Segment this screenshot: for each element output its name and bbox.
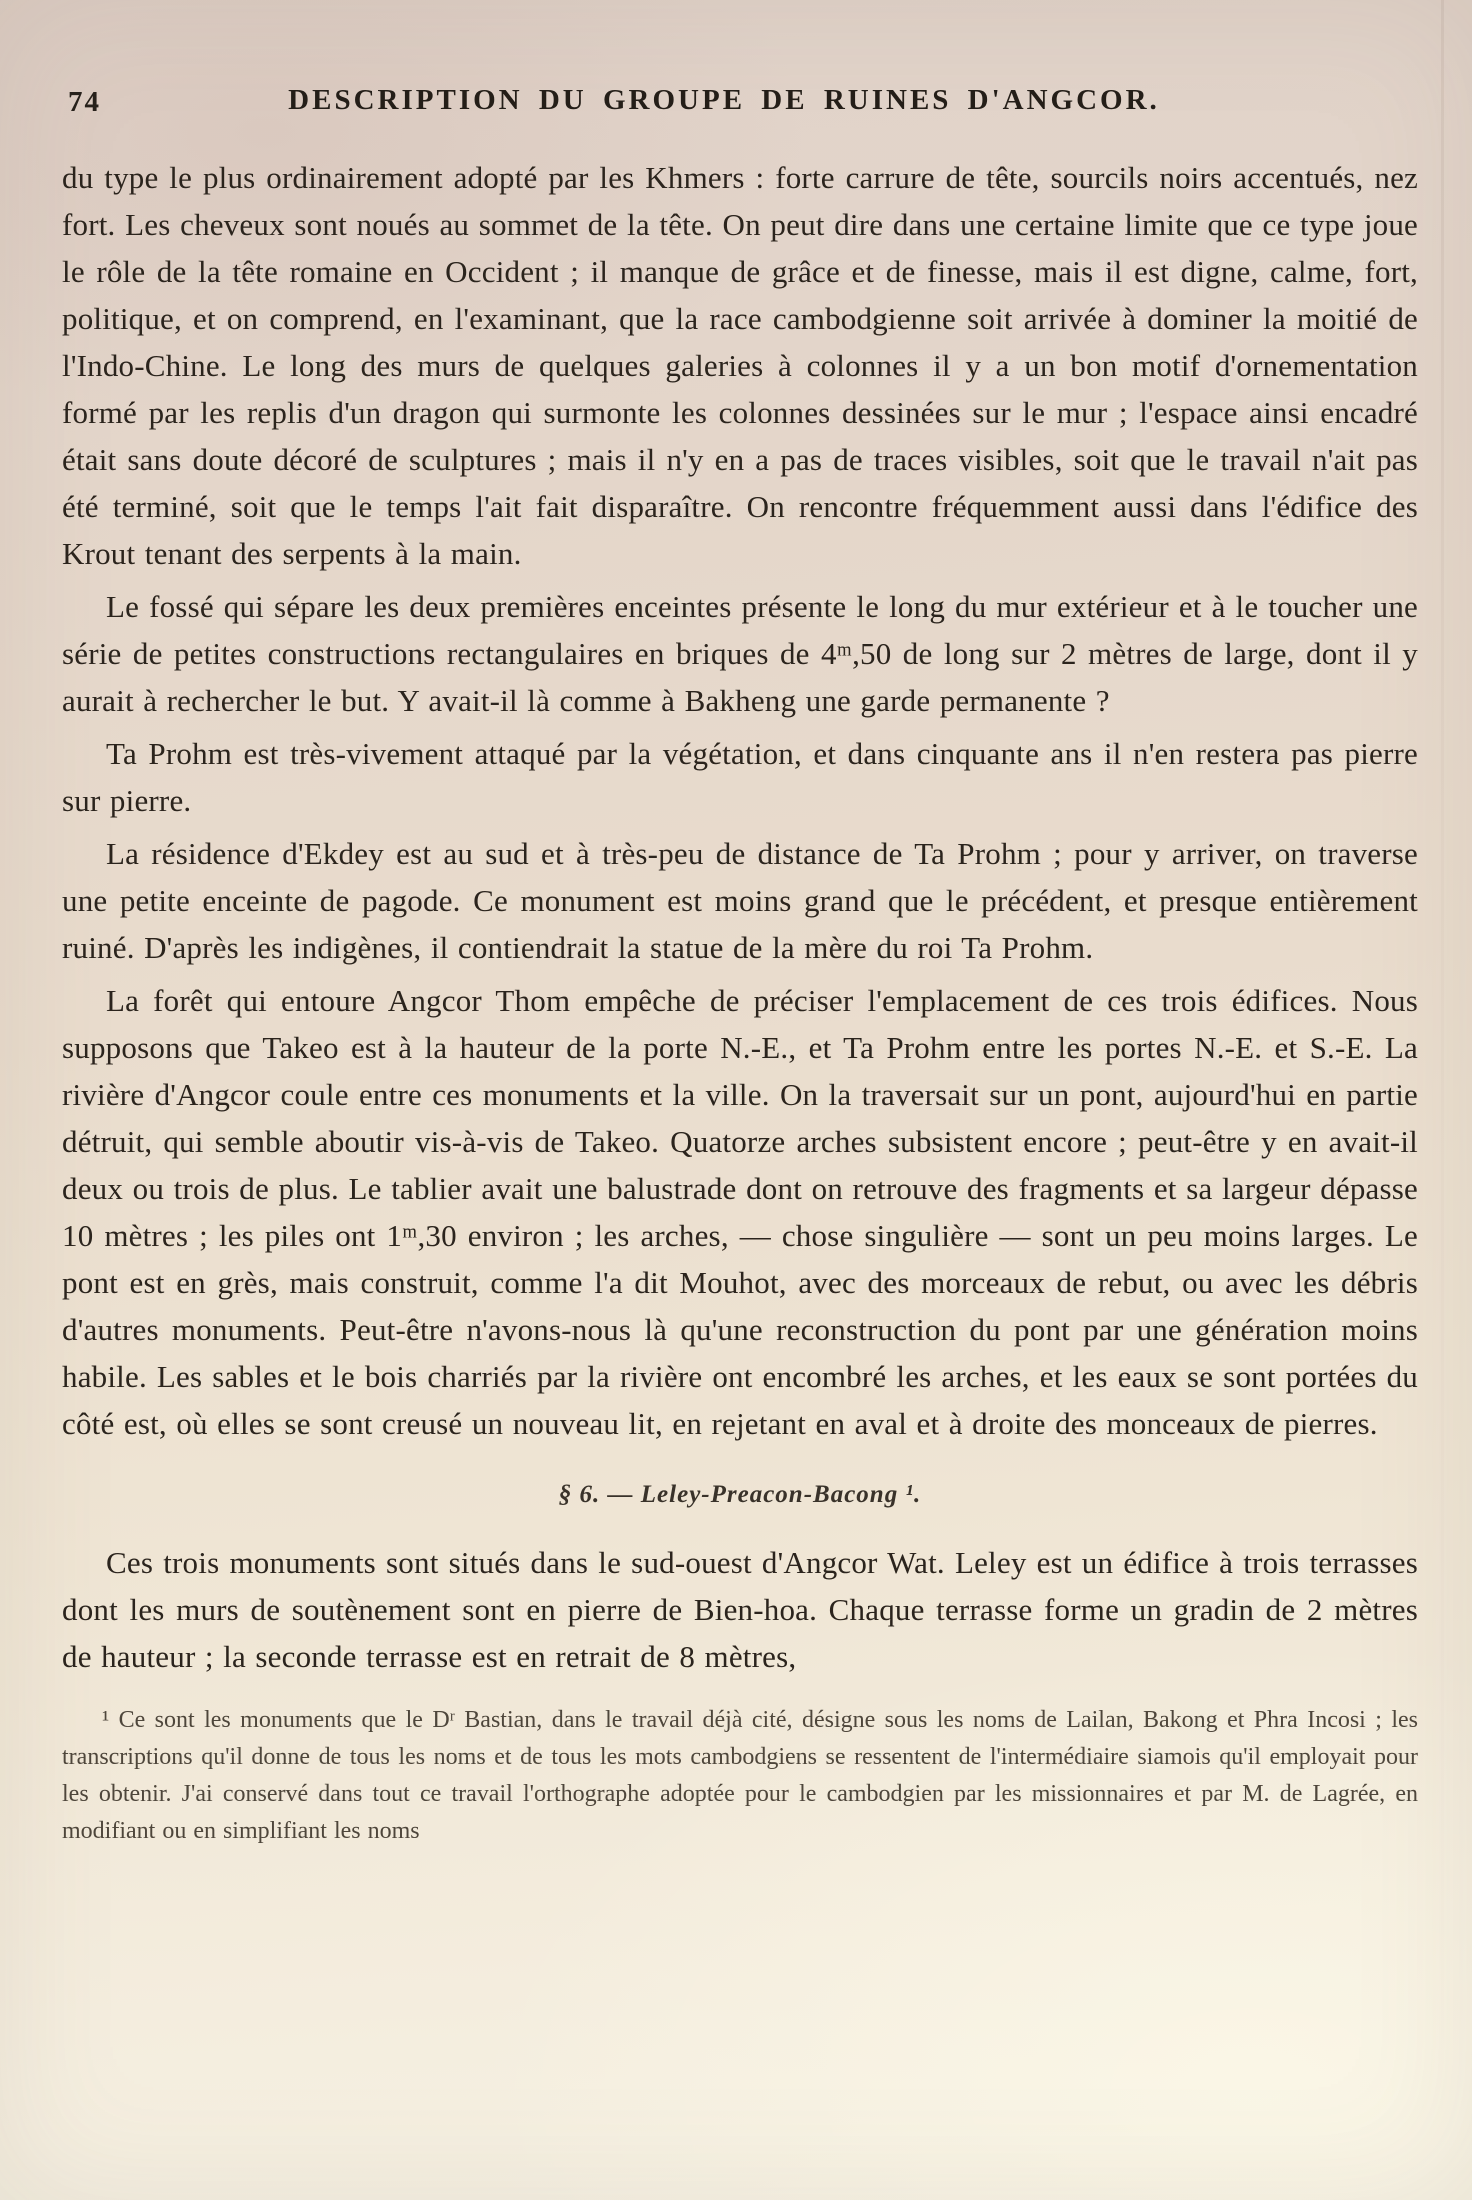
page-header <box>62 84 1418 128</box>
body-text <box>62 154 1418 1680</box>
body-paragraph: Ta Prohm est très-vivement attaqué par la végétation, et dans cinquante ans il n'en restera pas pierre sur pierre. <box>62 736 1418 818</box>
text-block <box>62 84 1418 1850</box>
body-paragraph: Le fossé qui sépare les deux premières enceintes présente le long du mur extérieur et à le toucher une série de petites constructions rectangulaires en briques de 4ᵐ,50 de long sur 2 mètres de large, dont il y aurait à rechercher le but. Y avait-il là comme à Bakheng une garde permanente ? <box>62 589 1418 718</box>
page-scan-edge-shadow <box>1441 0 1444 2200</box>
page-number: 74 <box>68 86 101 118</box>
body-paragraph: Ces trois monuments sont situés dans le sud-ouest d'Angcor Wat. Leley est un édifice à trois terrasses dont les murs de soutènement sont en pierre de Bien-hoa. Chaque terrasse forme un gradin de 2 mètres de hauteur ; la seconde terrasse est en retrait de 8 mètres, <box>62 1545 1418 1674</box>
body-paragraph: La résidence d'Ekdey est au sud et à très-peu de distance de Ta Prohm ; pour y arriver, on traverse une petite enceinte de pagode. Ce monument est moins grand que le précédent, et presque entièrement ruiné. D'après les indigènes, il contiendrait la statue de la mère du roi Ta Prohm. <box>62 836 1418 965</box>
running-title: DESCRIPTION DU GROUPE DE RUINES D'ANGCOR. <box>288 84 1160 116</box>
body-paragraph: du type le plus ordinairement adopté par les Khmers : forte carrure de tête, sourcils noirs accentués, nez fort. Les cheveux sont noués au sommet de la tête. On peut dire dans une certaine limite que ce type joue le rôle de la tête romaine en Occident ; il manque de grâce et de finesse, mais il est digne, calme, fort, politique, et on comprend, en l'examinant, que la race cambodgienne soit arrivée à dominer la moitié de l'Indo-Chine. Le long des murs de quelques galeries à colonnes il y a un bon motif d'ornementation formé par les replis d'un dragon qui surmonte les colonnes dessinées sur le mur ; l'espace ainsi encadré était sans doute décoré de sculptures ; mais il n'y en a pas de traces visibles, soit que le travail n'ait pas été terminé, soit que le temps l'ait fait disparaître. On rencontre fréquemment aussi dans l'édifice des Krout tenant des serpents à la main. <box>62 160 1418 571</box>
body-paragraph: La forêt qui entoure Angcor Thom empêche de préciser l'emplacement de ces trois édifices. Nous supposons que Takeo est à la hauteur de la porte N.-E., et Ta Prohm entre les portes N.-E. et S.-E. La rivière d'Angcor coule entre ces monuments et la ville. On la traversait sur un pont, aujourd'hui en partie détruit, qui semble aboutir vis-à-vis de Takeo. Quatorze arches subsistent encore ; peut-être y en avait-il deux ou trois de plus. Le tablier avait une balustrade dont on retrouve des fragments et sa largeur dépasse 10 mètres ; les piles ont 1ᵐ,30 environ ; les arches, — chose singulière — sont un peu moins larges. Le pont est en grès, mais construit, comme l'a dit Mouhot, avec des morceaux de rebut, ou avec les débris d'autres monuments. Peut-être n'avons-nous là qu'une reconstruction du pont par une génération moins habile. Les sables et le bois charriés par la rivière ont encombré les arches, et les eaux se sont portées du côté est, où elles se sont creusé un nouveau lit, en rejetant en aval et à droite des monceaux de pierres. <box>62 983 1418 1441</box>
section-heading: § 6. — Leley-Preacon-Bacong ¹. <box>558 1481 922 1508</box>
footnote: ¹ Ce sont les monuments que le Dʳ Bastian, dans le travail déjà cité, désigne sous les noms de Lailan, Bakong et Phra Incosi ; les transcriptions qu'il donne de tous les noms et de tous les mots cambodgiens se ressentent de l'intermédiaire siamois qu'il employait pour les obtenir. J'ai conservé dans tout ce travail l'orthographe adoptée pour le cambodgien par les missionnaires et par M. de Lagrée, en modifiant ou en simplifiant les noms <box>62 1707 1418 1844</box>
